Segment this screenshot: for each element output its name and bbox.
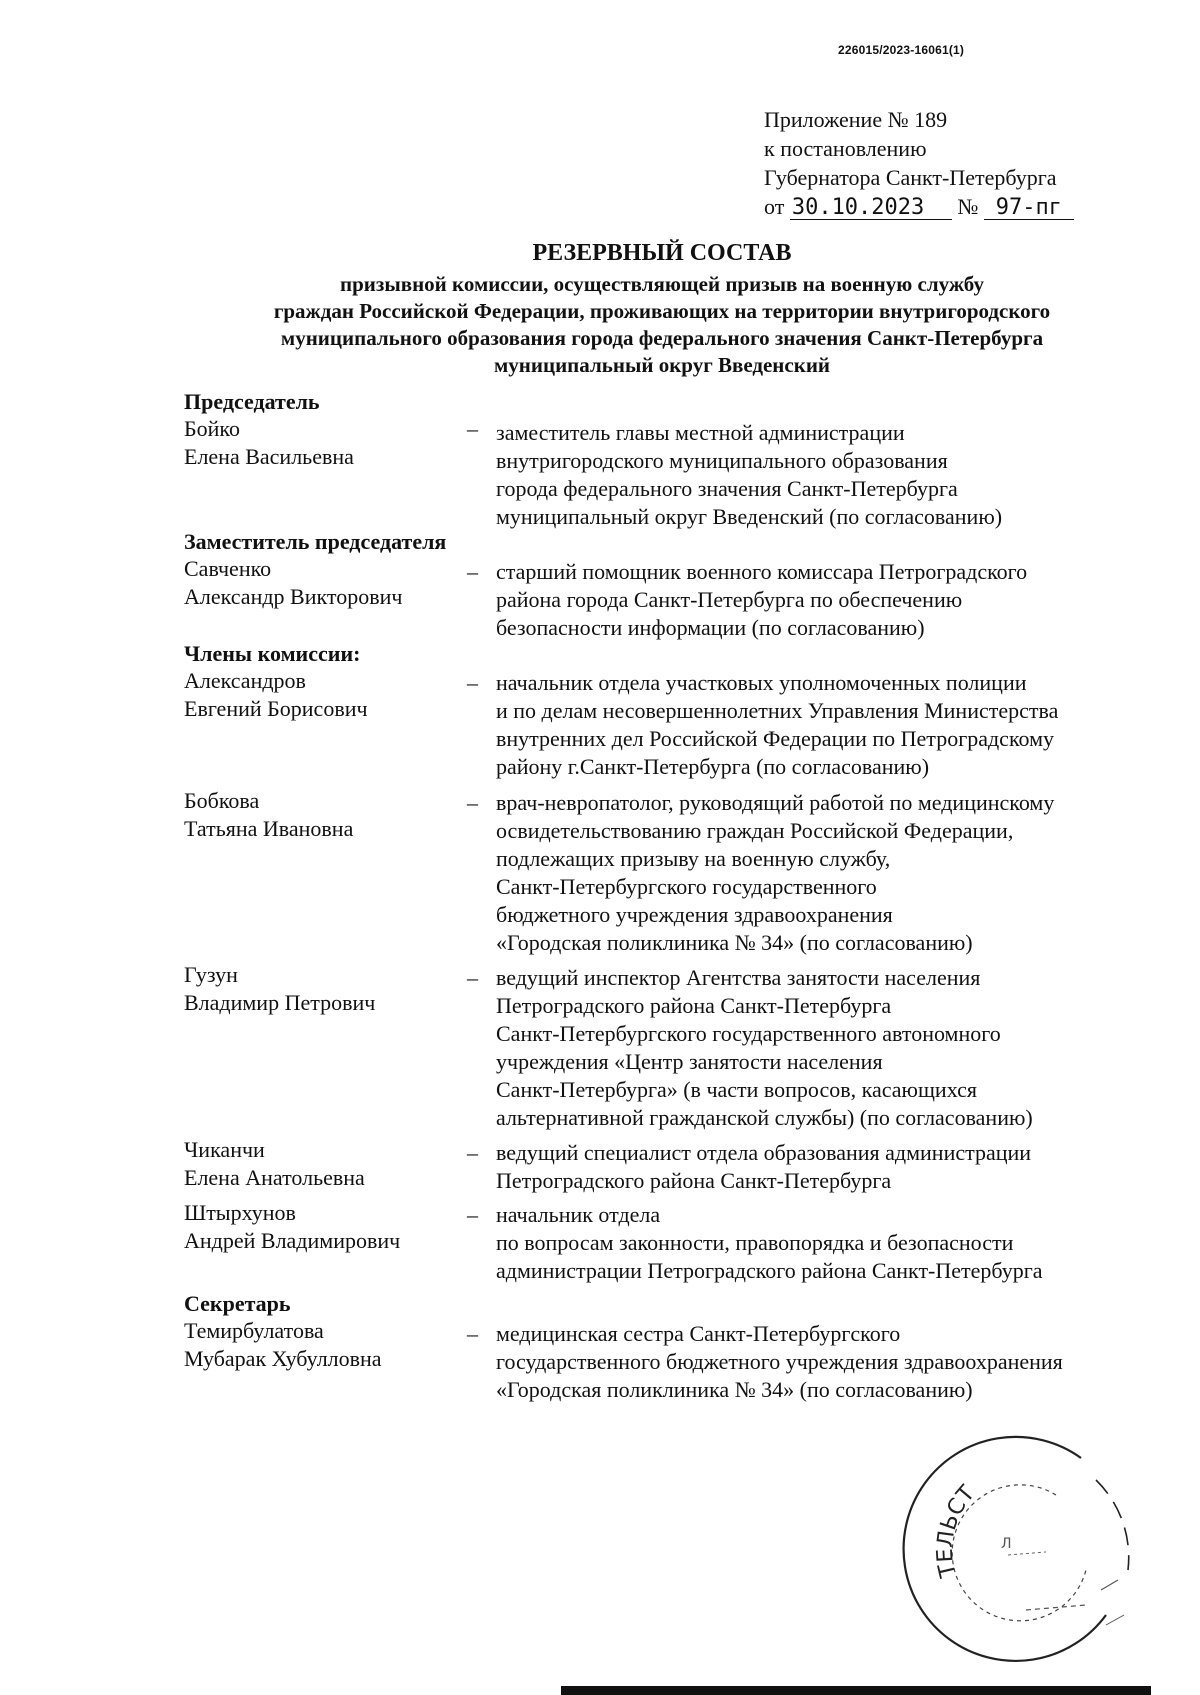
section-heading-members: Члены комиссии: (184, 641, 361, 666)
position-line: начальник отдела (496, 1202, 661, 1227)
person-savchenko (184, 555, 402, 611)
person-name: Елена Анатольевна (184, 1165, 365, 1190)
person-surname: Бобкова (184, 788, 260, 813)
position-line: Петроградского района Санкт-Петербурга (496, 993, 892, 1018)
annex-line-3: Губернатора Санкт-Петербурга (764, 165, 1057, 190)
person-position (496, 419, 1002, 531)
person-name: Татьяна Ивановна (184, 816, 354, 841)
person-name: Мубарак Хубулловна (184, 1346, 382, 1371)
position-line: внутренних дел Российской Федерации по Петроградскому (496, 726, 1055, 751)
person-name: Александр Викторович (184, 584, 403, 609)
position-line: учреждения «Центр занятости населения (496, 1049, 883, 1074)
dash-separator: – (467, 1321, 478, 1346)
position-line: старший помощник военного комиссара Петроградского (496, 559, 1028, 584)
dash-separator: – (467, 416, 478, 441)
position-line: «Городская поликлиника № 34» (по согласованию) (496, 1377, 973, 1402)
person-boyko (184, 415, 354, 471)
number-prefix: № (957, 194, 979, 219)
position-line: района города Санкт-Петербурга по обеспечению (496, 587, 963, 612)
position-line: району г.Санкт-Петербурга (по согласованию) (496, 754, 930, 779)
person-surname: Савченко (184, 556, 272, 581)
person-position (496, 1320, 1063, 1404)
person-surname: Александров (184, 668, 306, 693)
subtitle-line: муниципальный округ Введенский (493, 353, 831, 377)
section-heading-secretary: Секретарь (184, 1291, 291, 1316)
decree-number: 97-пг (984, 197, 1074, 220)
decree-date: 30.10.2023 (790, 197, 952, 220)
position-line: администрации Петроградского района Санкт-Петербурга (496, 1258, 1043, 1283)
position-line: освидетельствованию граждан Российской Федерации, (496, 818, 1014, 843)
seal-text (933, 1481, 980, 1581)
person-temirbulatova (184, 1317, 382, 1373)
position-line: медицинская сестра Санкт-Петербургского (496, 1321, 901, 1346)
position-line: ведущий инспектор Агентства занятости населения (496, 965, 981, 990)
position-line: внутригородского муниципального образования (496, 448, 948, 473)
person-name: Владимир Петрович (184, 990, 376, 1015)
person-aleksandrov (184, 667, 368, 723)
person-surname: Штырхунов (184, 1200, 296, 1225)
person-surname: Бойко (184, 416, 240, 441)
person-name: Андрей Владимирович (184, 1228, 401, 1253)
position-line: врач-невропатолог, руководящий работой по медицинскому (496, 790, 1055, 815)
registration-number: 226015/2023-16061(1) (838, 43, 965, 57)
position-line: бюджетного учреждения здравоохранения (496, 902, 893, 927)
person-position (496, 1139, 1031, 1195)
person-position (496, 669, 1058, 781)
seal-center-fragment: Л (1001, 1536, 1012, 1552)
position-line: Петроградского района Санкт-Петербурга (496, 1168, 892, 1193)
position-line: альтернативной гражданской службы) (по согласованию) (496, 1105, 1033, 1130)
annex-line-1: Приложение № 189 (764, 107, 948, 132)
person-surname: Гузун (184, 962, 238, 987)
position-line: ведущий специалист отдела образования администрации (496, 1140, 1032, 1165)
position-line: муниципальный округ Введенский (по согласованию) (496, 504, 1003, 529)
position-line: Санкт-Петербурга» (в части вопросов, касающихся (496, 1077, 977, 1102)
position-line: начальник отдела участковых уполномоченных полиции (496, 670, 1027, 695)
position-line: заместитель главы местной администрации (496, 420, 905, 445)
annex-line-2: к постановлению (764, 136, 927, 161)
person-name: Евгений Борисович (184, 696, 368, 721)
date-prefix: от (764, 194, 785, 219)
dash-separator: – (467, 670, 478, 695)
dash-separator: – (467, 1202, 478, 1227)
subtitle-line: призывной комиссии, осуществляющей призыв на военную службу (340, 272, 984, 296)
person-position (496, 1201, 1043, 1285)
position-line: и по делам несовершеннолетних Управления Министерства (496, 698, 1059, 723)
person-name: Елена Васильевна (184, 444, 354, 469)
dash-separator: – (467, 559, 478, 584)
position-line: города федерального значения Санкт-Петербурга (496, 476, 958, 501)
seal-text-fragment: ТЕЛЬСТ (932, 1481, 980, 1580)
dash-separator: – (467, 1140, 478, 1165)
person-bobkova (184, 787, 353, 843)
position-line: Санкт-Петербургского государственного (496, 874, 877, 899)
official-seal (896, 1420, 1146, 1670)
person-position (496, 789, 1054, 957)
dash-separator: – (467, 790, 478, 815)
person-surname: Чиканчи (184, 1137, 265, 1162)
position-line: по вопросам законности, правопорядка и безопасности (496, 1230, 1014, 1255)
person-position (496, 558, 1027, 642)
subtitle-line: муниципального образования города федерального значения Санкт-Петербурга (280, 326, 1044, 350)
person-chikanchi (184, 1136, 365, 1192)
person-position (496, 964, 1033, 1132)
scan-edge-bar (561, 1686, 1151, 1695)
position-line: подлежащих призыву на военную службу, (496, 846, 891, 871)
section-heading-chairman: Председатель (184, 389, 320, 414)
position-line: «Городская поликлиника № 34» (по согласованию) (496, 930, 973, 955)
dash-separator: – (467, 965, 478, 990)
person-guzun (184, 961, 375, 1017)
position-line: Санкт-Петербургского государственного автономного (496, 1021, 1001, 1046)
position-line: государственного бюджетного учреждения здравоохранения (496, 1349, 1063, 1374)
document-title: РЕЗЕРВНЫЙ СОСТАВ (532, 240, 792, 266)
person-surname: Темирбулатова (184, 1318, 324, 1343)
subtitle-line: граждан Российской Федерации, проживающих на территории внутригородского (273, 299, 1051, 323)
position-line: безопасности информации (по согласованию) (496, 615, 925, 640)
person-shtyrkhunov (184, 1199, 400, 1255)
section-heading-deputy: Заместитель председателя (184, 529, 447, 554)
